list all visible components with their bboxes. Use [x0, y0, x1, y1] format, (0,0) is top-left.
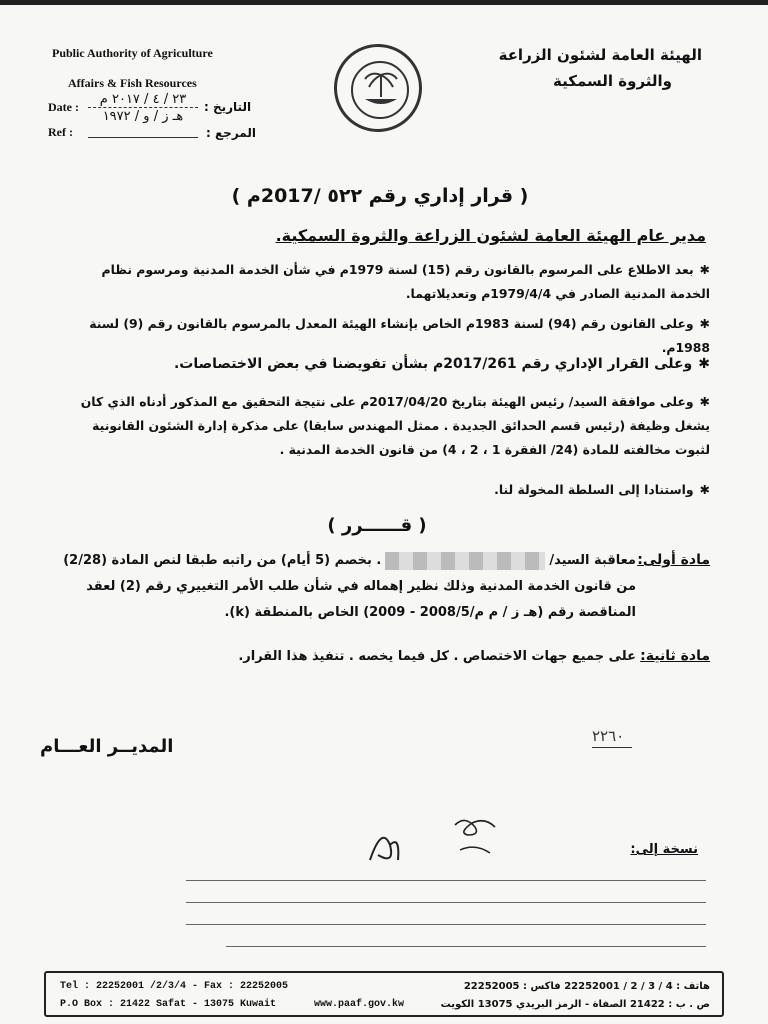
article-1-text: معاقبة السيد/. بخصم (5 أيام) من راتبه طبقا لنص المادة (2/28) من قانون الخدمة المدنية وذلك نظير إهماله في شأن طلب الأمر التغييري رقم (2) لعقد المناقصة رقم (هـ ز / م م/2008/5 - 2009) الخاص بالمنطقة (k).: [63, 553, 636, 620]
preamble-item: ✱وعلى القانون رقم (94) لسنة 1983م الخاص بإنشاء الهيئة المعدل بالمرسوم بالقانون رقم (9) لسنة 1988م.: [89, 316, 710, 355]
org-name-ar-line2: والثروة السمكية: [553, 72, 672, 90]
general-manager-title: المديــر العـــام: [40, 736, 174, 757]
redacted-name: [385, 552, 545, 570]
authority-seal-logo: [334, 44, 422, 132]
ref-label-ar: المرجع :: [206, 126, 256, 140]
palm-boat-icon: [359, 67, 403, 113]
preamble-item: ✱بعد الاطلاع على المرسوم بالقانون رقم (15) لسنة 1979م في شأن الخدمة المدنية ومرسوم نظام الخدمة المدنية الصادر في 1979/4/4م وتعديلاتهما.: [101, 262, 710, 301]
org-name-en-line1: Public Authority of Agriculture: [52, 46, 213, 60]
decision-heading: ( قــــــرر ): [327, 515, 427, 536]
ref-line: [88, 137, 198, 138]
copy-line: [226, 932, 706, 947]
footer-tel-en: Tel : 22252001 /2/3/4 - Fax : 22252005: [60, 981, 289, 992]
top-border: [0, 0, 768, 5]
preamble-item: ✱واستنادا إلى السلطة المخولة لنا.: [494, 482, 710, 497]
copy-line: [186, 866, 706, 881]
article-2-text: على جميع جهات الاختصاص . كل فيما يخصه . تنفيذ هذا القرار.: [238, 649, 636, 664]
footer-tel-ar: هاتف : 4 / 3 / 2 / 22252001 فاكس : 22252005: [463, 981, 710, 992]
footer-pobox-en: P.O Box : 21422 Safat - 13075 Kuwait: [60, 999, 277, 1010]
handwritten-number: ٢٢٦٠: [592, 727, 632, 748]
article-1-label: مادة أولى:: [637, 552, 710, 568]
handwritten-signature: [360, 805, 510, 875]
date-label-en: Date :: [48, 100, 79, 114]
bullet-star-icon: ✱: [699, 394, 710, 409]
ref-label-en: Ref :: [48, 125, 73, 139]
bullet-star-icon: ✱: [699, 316, 710, 331]
bullet-star-icon: ✱: [699, 482, 710, 497]
org-name-ar-line1: الهيئة العامة لشئون الزراعة: [498, 46, 702, 64]
bullet-star-icon: ✱: [698, 356, 710, 372]
decree-issuer: مدير عام الهيئة العامة لشئون الزراعة والثروة السمكية.: [275, 226, 706, 245]
copies-label: نسخة إلى:: [630, 842, 698, 857]
date-label-ar: التاريخ :: [204, 100, 252, 114]
decree-title: ( قرار إداري رقم ٥٢٢ /2017م ): [231, 185, 529, 207]
hijri-ref-value: هـ ز / و / ١٩٧٢: [102, 109, 184, 124]
copy-line: [186, 888, 706, 903]
preamble-item: ✱وعلى موافقة السيد/ رئيس الهيئة بتاريخ 2017/04/20م على نتيجة التحقيق مع المذكور أدناه الذي كان يشغل وظيفة (رئيس قسم الحدائق الجديدة . ممثل المهندس سابقا) على مذكرة إدارة الشئون القانونية لثبوت مخالفته للمادة (24/ الفقرة 1 ، 2 ، 4) من قانون الخدمة المدنية .: [80, 394, 710, 457]
bullet-star-icon: ✱: [699, 262, 710, 277]
preamble-item: ✱وعلى القرار الإداري رقم 2017/261م بشأن تفويضنا في بعض الاختصاصات.: [173, 356, 710, 372]
org-name-en-line2: Affairs & Fish Resources: [68, 76, 197, 90]
footer-pobox-ar: ص . ب : 21422 الصفاة - الرمز البريدي 13075 الكويت: [440, 999, 710, 1010]
footer-website: www.paaf.gov.kw: [314, 999, 405, 1010]
copy-line: [186, 910, 706, 925]
article-2-label: مادة ثانية:: [640, 648, 710, 664]
org-name-ar: [472, 42, 702, 94]
date-value: ٢٣ / ٤ / ٢٠١٧ م: [88, 92, 198, 108]
footer-box: [44, 971, 724, 1017]
